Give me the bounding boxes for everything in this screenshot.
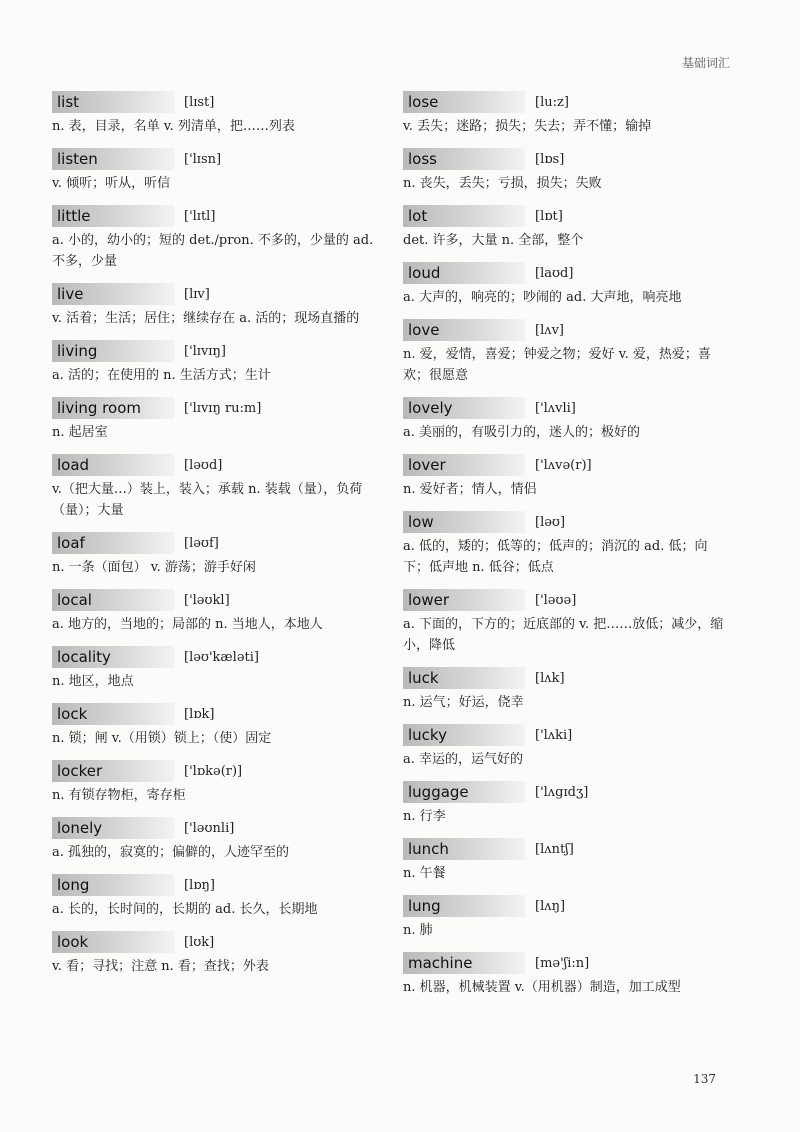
phonetic-transcription: [lʌŋ] <box>535 898 566 914</box>
phonetic-transcription: [lɒk] <box>184 706 215 722</box>
headword: living room <box>52 397 174 419</box>
vocab-entry <box>52 396 382 443</box>
definition: n. 有锁存物柜，寄存柜 <box>52 788 186 803</box>
entry-headline <box>403 780 733 804</box>
entry-headline <box>52 339 382 363</box>
vocab-entry <box>52 645 382 692</box>
vocab-entry <box>403 147 733 194</box>
headword: load <box>52 454 174 476</box>
definition: a. 长的，长时间的，长期的 ad. 长久，长期地 <box>52 902 318 917</box>
phonetic-transcription: [lu:z] <box>535 94 569 110</box>
vocab-entry <box>52 930 382 977</box>
entry-headline <box>403 204 733 228</box>
vocab-entry <box>52 531 382 578</box>
entry-headline <box>52 759 382 783</box>
definition: det. 许多，大量 n. 全部，整个 <box>403 233 584 248</box>
phonetic-transcription: ['lɪsn] <box>184 151 222 167</box>
vocab-entry <box>403 588 733 656</box>
definition: n. 表，目录，名单 v. 列清单，把……列表 <box>52 119 295 134</box>
vocab-entry <box>52 873 382 920</box>
definition: a. 大声的，响亮的；吵闹的 ad. 大声地，响亮地 <box>403 290 682 305</box>
headword: lock <box>52 703 174 725</box>
headword: lower <box>403 589 525 611</box>
headword: lunch <box>403 838 525 860</box>
entry-headline <box>52 588 382 612</box>
headword: low <box>403 511 525 533</box>
headword: lover <box>403 454 525 476</box>
headword: locker <box>52 760 174 782</box>
entry-headline <box>403 453 733 477</box>
definition: v. 看；寻找；注意 n. 看；查找；外表 <box>52 959 269 974</box>
vocab-entry <box>403 453 733 500</box>
entry-headline <box>403 510 733 534</box>
phonetic-transcription: [lʌntʃ] <box>535 841 574 857</box>
headword: luggage <box>403 781 525 803</box>
vocab-entry <box>403 90 733 137</box>
entry-headline <box>403 396 733 420</box>
headword: live <box>52 283 174 305</box>
headword: local <box>52 589 174 611</box>
entry-headline <box>403 951 733 975</box>
headword: lot <box>403 205 525 227</box>
headword: living <box>52 340 174 362</box>
phonetic-transcription: [ləʊd] <box>184 457 223 473</box>
phonetic-transcription: [lʌk] <box>535 670 565 686</box>
definition: n. 机器，机械装置 v.（用机器）制造，加工成型 <box>403 980 681 995</box>
entry-headline <box>403 588 733 612</box>
headword: love <box>403 319 525 341</box>
phonetic-transcription: [lɒt] <box>535 208 563 224</box>
definition: n. 爱，爱情，喜爱；钟爱之物；爱好 v. 爱，热爱；喜欢；很愿意 <box>403 347 711 383</box>
phonetic-transcription: ['lʌvli] <box>535 400 576 416</box>
definition: n. 一条（面包） v. 游荡；游手好闲 <box>52 560 256 575</box>
headword: look <box>52 931 174 953</box>
phonetic-transcription: [ləʊ] <box>535 514 566 530</box>
headword: lonely <box>52 817 174 839</box>
phonetic-transcription: ['ləʊə] <box>535 592 577 608</box>
page-header: 基础词汇 <box>681 56 730 70</box>
headword: loss <box>403 148 525 170</box>
entry-headline <box>52 282 382 306</box>
vocab-entry <box>52 588 382 635</box>
headword: lovely <box>403 397 525 419</box>
definition: n. 地区，地点 <box>52 674 134 689</box>
vocab-entry <box>52 702 382 749</box>
definition: n. 锁；闸 v.（用锁）锁上；（使）固定 <box>52 731 272 746</box>
headword: luck <box>403 667 525 689</box>
definition: n. 肺 <box>403 923 433 938</box>
entry-headline <box>52 147 382 171</box>
vocab-entry <box>52 759 382 806</box>
entry-headline <box>52 645 382 669</box>
entry-headline <box>403 837 733 861</box>
definition: a. 幸运的，运气好的 <box>403 752 524 767</box>
phonetic-transcription: [mə'ʃi:n] <box>535 955 590 971</box>
entry-headline <box>52 930 382 954</box>
entry-headline <box>52 816 382 840</box>
phonetic-transcription: [laʊd] <box>535 265 574 281</box>
definition: n. 起居室 <box>52 425 108 440</box>
phonetic-transcription: ['lɪvɪŋ] <box>184 343 226 359</box>
vocab-entry <box>52 90 382 137</box>
vocab-entry <box>52 453 382 521</box>
phonetic-transcription: ['ləʊkl] <box>184 592 230 608</box>
headword: little <box>52 205 174 227</box>
vocab-entry <box>403 510 733 578</box>
left-column <box>52 90 382 987</box>
entry-headline <box>52 204 382 228</box>
definition: n. 丧失，丢失；亏损，损失；失败 <box>403 176 602 191</box>
definition: n. 爱好者；情人，情侣 <box>403 482 537 497</box>
phonetic-transcription: ['lʌvə(r)] <box>535 457 592 473</box>
headword: listen <box>52 148 174 170</box>
vocab-entry <box>403 204 733 251</box>
phonetic-transcription: [lɪv] <box>184 286 210 302</box>
vocab-entry <box>403 318 733 386</box>
definition: n. 运气；好运，侥幸 <box>403 695 524 710</box>
definition: v. 活着；生活；居住；继续存在 a. 活的；现场直播的 <box>52 311 360 326</box>
entry-headline <box>403 894 733 918</box>
phonetic-transcription: [lɪst] <box>184 94 215 110</box>
vocab-entry <box>52 204 382 272</box>
headword: lucky <box>403 724 525 746</box>
vocab-entry <box>403 396 733 443</box>
vocab-entry <box>52 816 382 863</box>
vocab-entry <box>403 780 733 827</box>
definition: a. 低的，矮的；低等的；低声的；消沉的 ad. 低；向下；低声地 n. 低谷；低点 <box>403 539 708 575</box>
phonetic-transcription: ['lʌki] <box>535 727 573 743</box>
headword: loaf <box>52 532 174 554</box>
entry-headline <box>403 318 733 342</box>
headword: machine <box>403 952 525 974</box>
vocab-entry <box>403 837 733 884</box>
vocab-entry <box>403 723 733 770</box>
entry-headline <box>403 261 733 285</box>
vocab-entry <box>52 282 382 329</box>
definition: a. 活的；在使用的 n. 生活方式；生计 <box>52 368 271 383</box>
entry-headline <box>52 702 382 726</box>
vocab-entry <box>403 894 733 941</box>
entry-headline <box>52 453 382 477</box>
definition: n. 午餐 <box>403 866 446 881</box>
page-number: 137 <box>693 1072 716 1086</box>
entry-headline <box>403 90 733 114</box>
phonetic-transcription: ['lɪtl] <box>184 208 216 224</box>
definition: a. 小的，幼小的；短的 det./pron. 不多的，少量的 ad. 不多，少量 <box>52 233 374 269</box>
phonetic-transcription: ['lʌgɪdʒ] <box>535 784 589 800</box>
definition: v. 倾听；听从，听信 <box>52 176 171 191</box>
vocab-entry <box>403 261 733 308</box>
phonetic-transcription: ['ləʊnli] <box>184 820 235 836</box>
headword: loud <box>403 262 525 284</box>
entry-headline <box>403 666 733 690</box>
vocab-entry <box>52 147 382 194</box>
headword: lung <box>403 895 525 917</box>
phonetic-transcription: [ləʊ'kæləti] <box>184 649 259 665</box>
entry-headline <box>52 531 382 555</box>
definition: a. 下面的，下方的；近底部的 v. 把……放低；减少，缩小，降低 <box>403 617 724 653</box>
entry-headline <box>52 873 382 897</box>
headword: long <box>52 874 174 896</box>
right-column <box>403 90 733 1008</box>
phonetic-transcription: [lʊk] <box>184 934 215 950</box>
definition: a. 孤独的，寂寞的；偏僻的，人迹罕至的 <box>52 845 290 860</box>
entry-headline <box>403 723 733 747</box>
headword: locality <box>52 646 174 668</box>
entry-headline <box>52 396 382 420</box>
phonetic-transcription: [lɒŋ] <box>184 877 215 893</box>
phonetic-transcription: ['lɪvɪŋ ru:m] <box>184 400 262 416</box>
entry-headline <box>403 147 733 171</box>
entry-headline <box>52 90 382 114</box>
definition: v.（把大量…）装上，装入；承载 n. 装载（量），负荷（量）；大量 <box>52 482 363 518</box>
headword: list <box>52 91 174 113</box>
phonetic-transcription: ['lɒkə(r)] <box>184 763 243 779</box>
definition: a. 地方的，当地的；局部的 n. 当地人，本地人 <box>52 617 323 632</box>
definition: a. 美丽的，有吸引力的，迷人的；极好的 <box>403 425 641 440</box>
headword: lose <box>403 91 525 113</box>
phonetic-transcription: [lʌv] <box>535 322 564 338</box>
phonetic-transcription: [ləʊf] <box>184 535 219 551</box>
vocab-entry <box>403 951 733 998</box>
vocab-entry <box>52 339 382 386</box>
vocab-entry <box>403 666 733 713</box>
definition: n. 行李 <box>403 809 446 824</box>
phonetic-transcription: [lɒs] <box>535 151 565 167</box>
definition: v. 丢失；迷路；损失；失去；弄不懂；输掉 <box>403 119 652 134</box>
